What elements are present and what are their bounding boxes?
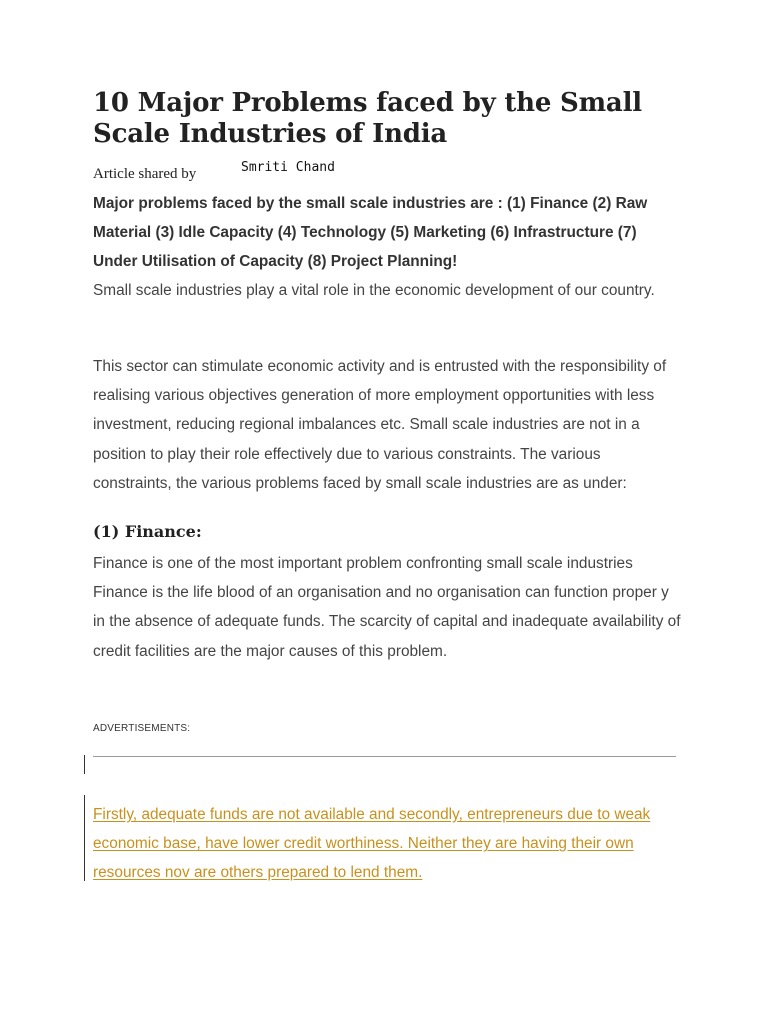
byline-label: Article shared by — [93, 166, 197, 182]
section-heading-finance: (1) Finance: — [93, 522, 202, 541]
advertisement-label: ADVERTISEMENTS: — [93, 723, 191, 734]
byline — [93, 160, 493, 190]
paragraph-intro: Small scale industries play a vital role in the economic development of our country. — [93, 282, 655, 299]
horizontal-divider — [93, 756, 676, 757]
lead-summary: Major problems faced by the small scale industries are : (1) Finance (2) Raw Material (3) Idle Capacity (4) Technology (5) Marketing (6) Infrastructure (7) Under Utilisation of Capacity (8) Project Planning! — [93, 195, 648, 270]
text-cursor-mark — [84, 755, 85, 774]
paragraph-sector: This sector can stimulate economic activity and is entrusted with the responsibility of realising various objectives generation of more employment opportunities with less investment, reducing regional imbalances etc. Small scale industries are not in a position to play their role effectively due to various constraints. The various constraints, the various problems faced by small scale industries are as under: — [93, 358, 667, 492]
highlight-link[interactable]: Firstly, adequate funds are not available and secondly, entrepreneurs due to weak economic base, have lower credit worthiness. Neither they are having their own resources nov are others prepared to lend them. — [93, 806, 651, 882]
paragraph-finance: Finance is one of the most important problem confronting small scale industries Finance is the life blood of an organisation and no organisation can function proper y in the absence of adequate funds. The scarcity of capital and inadequate availability of credit facilities are the major causes of this problem. — [93, 555, 681, 660]
author-name[interactable]: Smriti Chand — [241, 160, 335, 175]
article-title: 10 Major Problems faced by the Small Scale Industries of India — [93, 88, 642, 149]
quote-bar — [84, 795, 85, 881]
